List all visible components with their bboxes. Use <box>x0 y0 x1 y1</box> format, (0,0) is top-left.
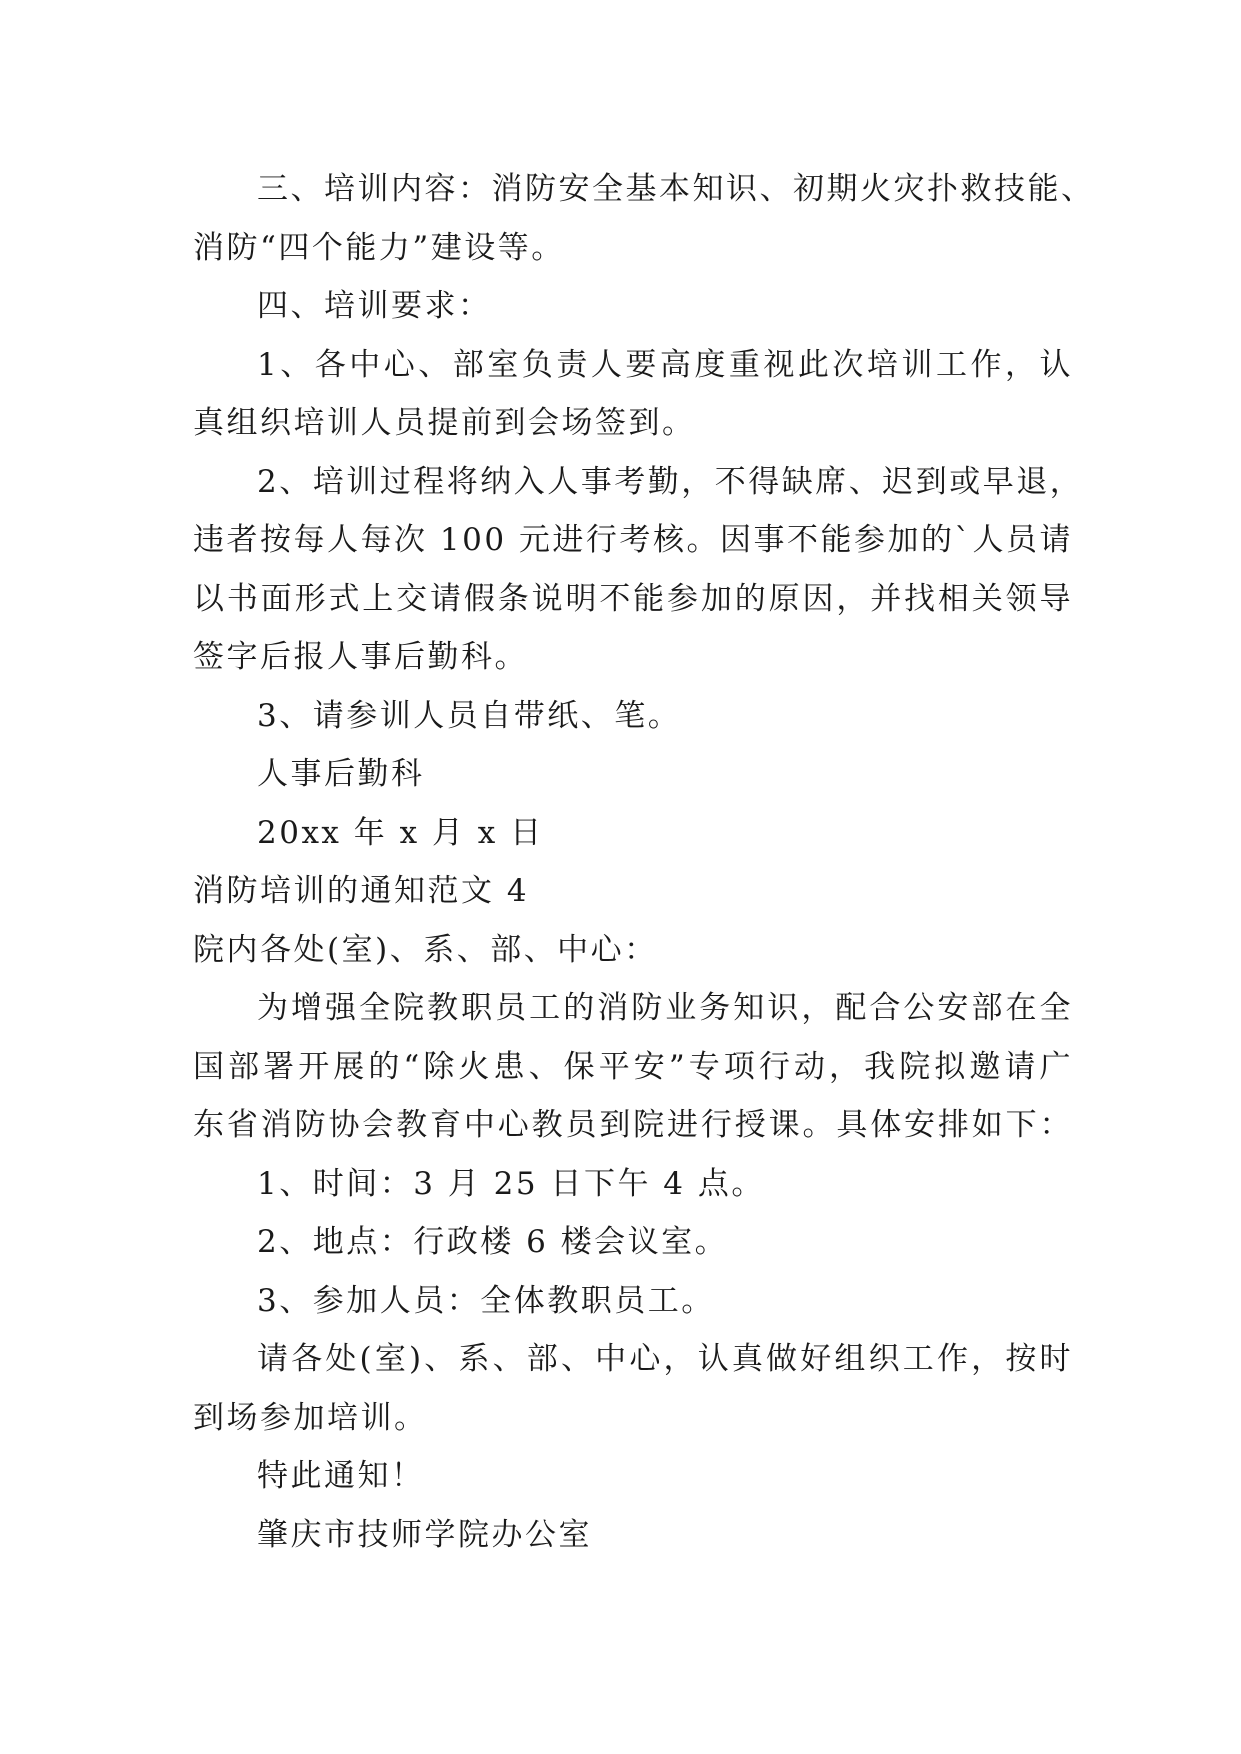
text-line: 东省消防协会教育中心教员到院进行授课。具体安排如下： <box>193 1107 1073 1143</box>
text-line: 到场参加培训。 <box>193 1399 428 1436</box>
text-line: 以书面形式上交请假条说明不能参加的原因，并找相关领导 <box>193 580 1073 617</box>
text-line: 为增强全院教职员工的消防业务知识，配合公安部在全 <box>257 990 1073 1026</box>
document-body <box>193 160 1095 1564</box>
text-line: 消防“四个能力”建设等。 <box>193 229 565 266</box>
text-line: 肇庆市技师学院办公室 <box>257 1516 592 1553</box>
text-line: 消防培训的通知范文 4 <box>193 873 530 909</box>
text-line: 请各处(室)、系、部、中心，认真做好组织工作，按时 <box>257 1341 1073 1377</box>
text-line: 2、培训过程将纳入人事考勤，不得缺席、迟到或早退， <box>257 463 1084 500</box>
text-line: 四、培训要求： <box>257 288 492 324</box>
text-line: 签字后报人事后勤科。 <box>193 639 528 675</box>
text-line: 国部署开展的“除火患、保平安”专项行动，我院拟邀请广 <box>193 1048 1073 1085</box>
text-line: 1、时间：3 月 25 日下午 4 点。 <box>257 1165 765 1202</box>
text-line: 3、参加人员：全体教职员工。 <box>257 1282 715 1319</box>
text-line: 3、请参训人员自带纸、笔。 <box>257 697 682 734</box>
text-line: 三、培训内容：消防安全基本知识、初期火灾扑救技能、 <box>257 171 1095 207</box>
text-line: 2、地点：行政楼 6 楼会议室。 <box>257 1224 729 1260</box>
text-line: 1、各中心、部室负责人要高度重视此次培训工作，认 <box>257 346 1073 383</box>
text-line: 院内各处(室)、系、部、中心： <box>193 931 658 968</box>
text-line: 人事后勤科 <box>257 756 425 792</box>
text-line: 真组织培训人员提前到会场签到。 <box>193 405 696 441</box>
text-line: 特此通知！ <box>257 1458 425 1494</box>
text-line: 20xx 年 x 月 x 日 <box>257 814 544 851</box>
text-line: 违者按每人每次 100 元进行考核。因事不能参加的`人员请 <box>193 522 1073 558</box>
